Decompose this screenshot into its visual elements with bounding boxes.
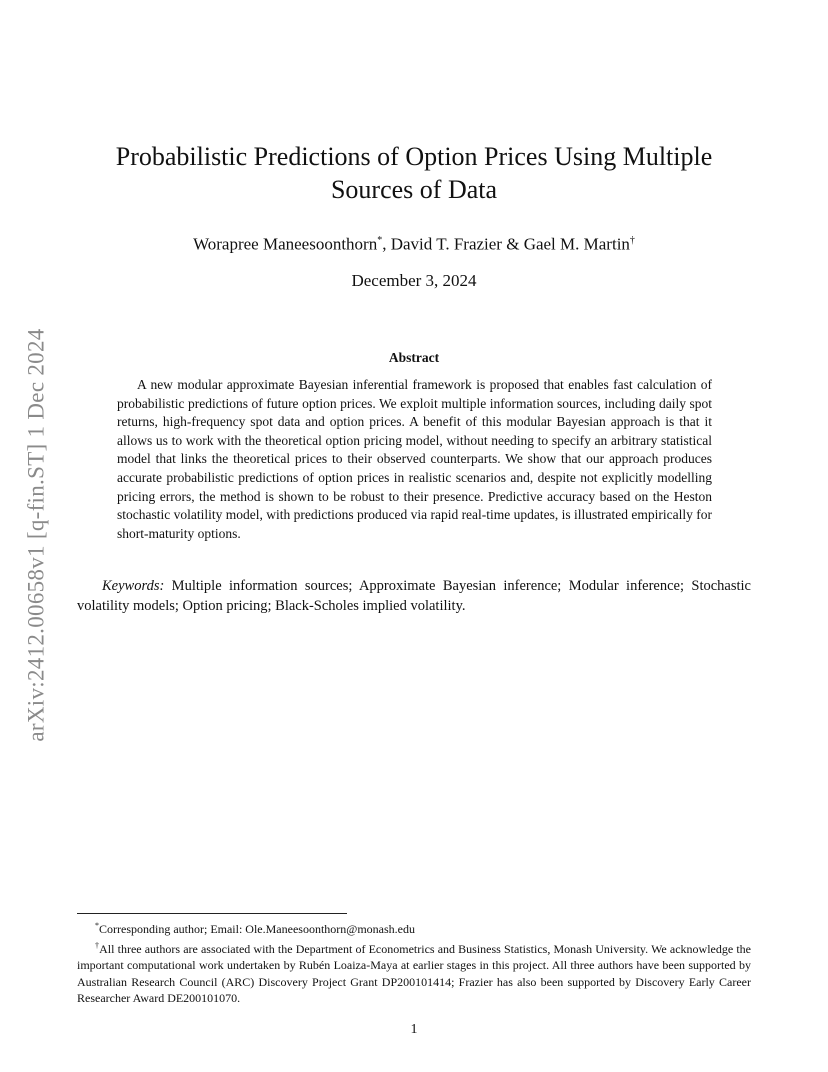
- footnote-1-mark: *: [95, 921, 99, 930]
- author-names-rest: , David T. Frazier & Gael M. Martin: [382, 234, 630, 254]
- arxiv-id: arXiv:2412.00658v1 [q-fin.ST] 1 Dec 2024: [24, 328, 49, 742]
- author-name: Worapree Maneesoonthorn: [193, 234, 378, 254]
- authors-footnote-mark: †: [629, 235, 635, 246]
- paper-date: December 3, 2024: [351, 271, 477, 290]
- footnote-1-text: Corresponding author; Email: Ole.Maneesoonthorn@monash.edu: [99, 922, 415, 936]
- footnote-rule: [77, 913, 347, 914]
- arxiv-stamp: [20, 290, 54, 780]
- keywords-label: Keywords:: [102, 578, 165, 594]
- keywords-text: Multiple information sources; Approximate Bayesian inference; Modular inference; Stochastic volatility models; Option pricing; Black-Scholes implied volatility.: [77, 578, 751, 614]
- author-footnote-mark: *: [377, 235, 383, 246]
- footnote-1: [77, 918, 751, 938]
- footnotes: [77, 918, 751, 1007]
- page-number: 1: [410, 1022, 418, 1037]
- footnote-2-text: All three authors are associated with the Department of Econometrics and Business Statistics, Monash University. We acknowledge the important computational work undertaken by Rubén Loaiza-Maya at earlier stages in this project. All three authors have been supported by Australian Research Council (ARC) Discovery Project Grant DP200101414; Frazier has also been supported by Discovery Early Career Researcher Award DE200101070.: [77, 941, 751, 1005]
- keywords: [77, 576, 751, 616]
- author-line: [80, 230, 748, 256]
- footnote-2-mark: †: [95, 940, 100, 950]
- abstract-text: A new modular approximate Bayesian inferential framework is proposed that enables fast calculation of probabilistic predictions of future option prices. We exploit multiple information sources, including daily spot returns, high-frequency spot data and option prices. A benefit of this modular Bayesian approach is that it allows us to work with the theoretical option pricing model, without needing to specify an arbitrary statistical model that links the theoretical prices to their observed counterparts. We show that our approach produces accurate probabilistic predictions of option prices in realistic scenarios and, despite not explicitly modelling pricing errors, the method is shown to be robust to their presence. Predictive accuracy based on the Heston stochastic volatility model, with predictions produced via rapid real-time updates, is illustrated empirically for short-maturity options.: [117, 377, 712, 541]
- abstract-heading: Abstract: [388, 350, 440, 365]
- paper-title: Probabilistic Predictions of Option Prices Using Multiple Sources of Data: [115, 142, 713, 204]
- footnote-2: [77, 938, 751, 1007]
